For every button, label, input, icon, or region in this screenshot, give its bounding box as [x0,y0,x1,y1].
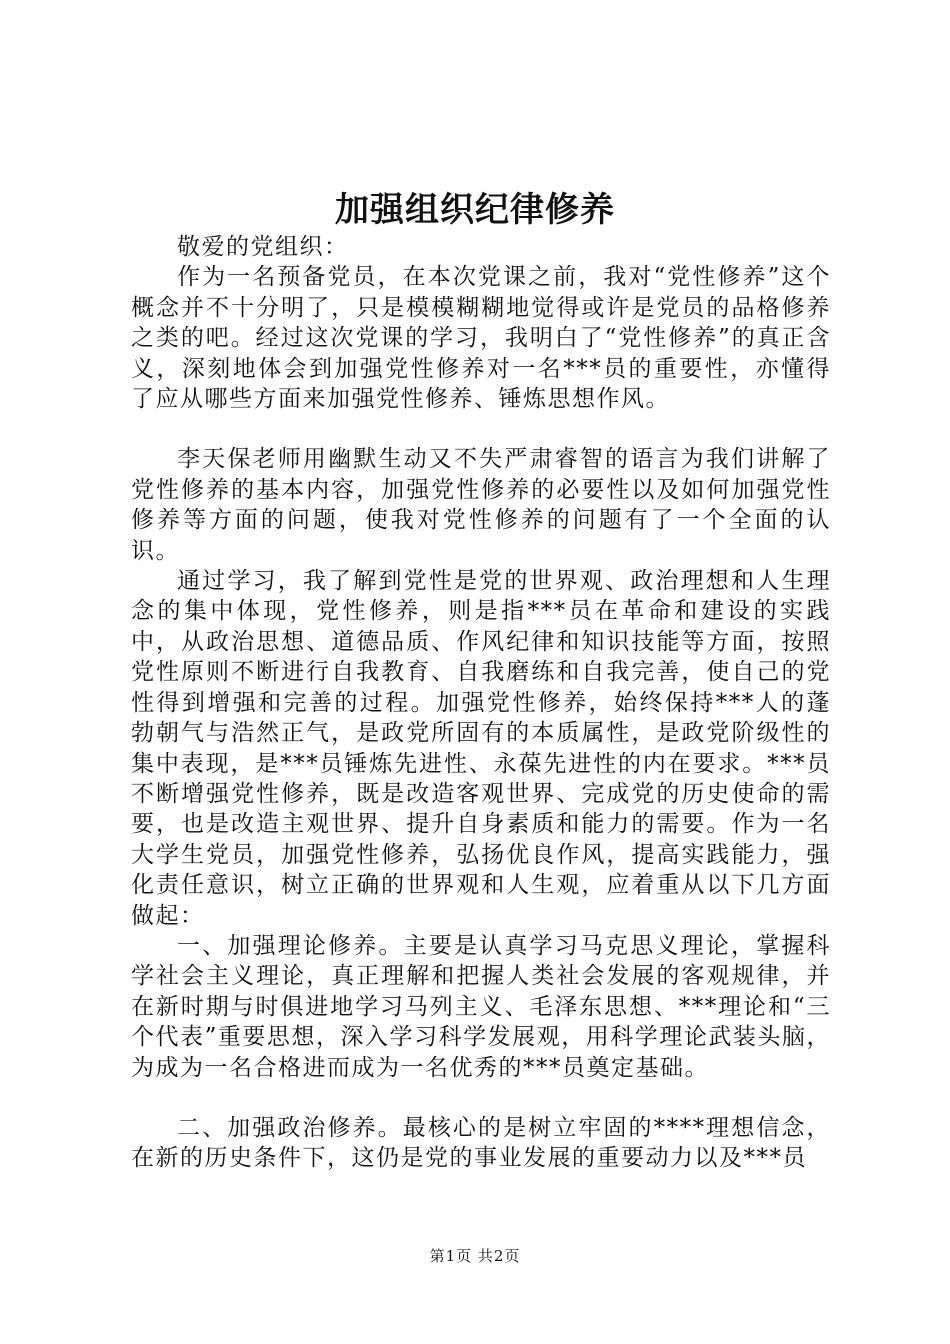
page-footer: 第1页 共2页 [429,1247,521,1265]
salutation: 敬爱的党组织： [177,234,349,260]
paragraph-lecture: 李天保老师用幽默生动又不失严肃睿智的语言为我们讲解了党性修养的基本内容，加强党性修养的必要性以及如何加强党性修养等方面的问题，使我对党性修养的问题有了一个全面的认识。 [131,446,831,564]
paragraph-politics: 二、加强政治修养。最核心的是树立牢固的****理想信念，在新的历史条件下，这仍是党的事业发展的重要动力以及***员 [131,1114,831,1172]
paragraph-study: 通过学习，我了解到党性是党的世界观、政治理想和人生理念的集中体现，党性修养，则是指***员在革命和建设的实践中，从政治思想、道德品质、作风纪律和知识技能等方面，按照党性原则不断进行自我教育、自我磨练和自我完善，使自己的党性得到增强和完善的过程。加强党性修养，始终保持***人的蓬勃朝气与浩然正气，是政党所固有的本质属性，是政党阶级性的集中表现，是***员锤炼先进性、永葆先进性的内在要求。***员不断增强党性修养，既是改造客观世界、完成党的历史使命的需要，也是改造主观世界、提升自身素质和能力的需要。作为一名大学生党员，加强党性修养，弘扬优良作风，提高实践能力，强化责任意识，树立正确的世界观和人生观，应着重从以下几方面做起： [131,568,831,929]
paragraph-intro: 作为一名预备党员，在本次党课之前，我对“党性修养”这个概念并不十分明了，只是模模糊糊地觉得或许是党员的品格修养之类的吧。经过这次党课的学习，我明白了“党性修养”的真正含义，深刻地体会到加强党性修养对一名***员的重要性，亦懂得了应从哪些方面来加强党性修养、锤炼思想作风。 [131,264,831,413]
document-body [131,232,831,1174]
paragraph-theory: 一、加强理论修养。主要是认真学习马克思义理论，掌握科学社会主义理论，真正理解和把握人类社会发展的客观规律，并在新时期与时俱进地学习马列主义、毛泽东思想、***理论和“三个代表”重要思想，深入学习科学发展观，用科学理论武装头脑，为成为一名合格进而成为一名优秀的***员奠定基础。 [131,932,831,1081]
document-title: 加强组织纪律修养 [335,190,615,230]
